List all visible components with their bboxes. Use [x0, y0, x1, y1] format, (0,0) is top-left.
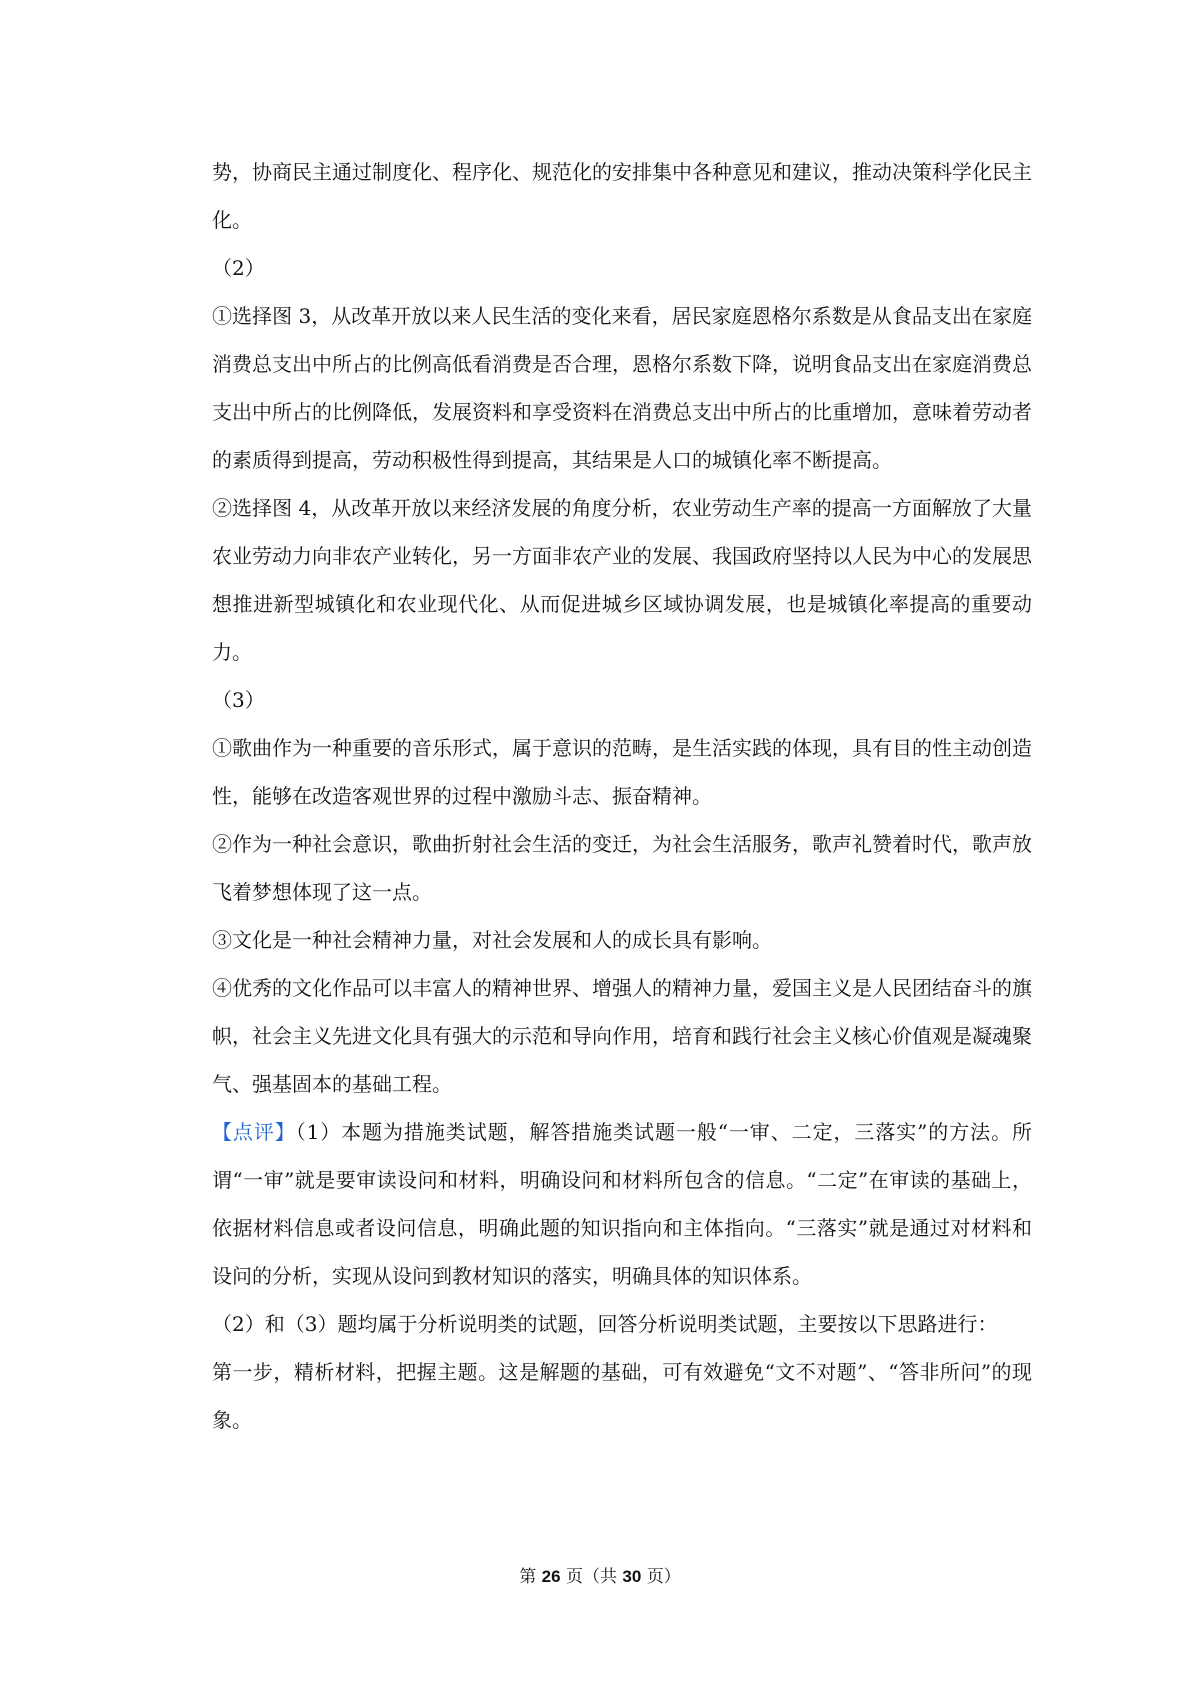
analysis-step-1: 第一步，精析材料，把握主题。这是解题的基础，可有效避免“文不对题”、“答非所问”的现象。: [212, 1360, 1032, 1432]
answer-3-point-1: ①歌曲作为一种重要的音乐形式，属于意识的范畴，是生活实践的体现，具有目的性主动创造性，能够在改造客观世界的过程中激励斗志、振奋精神。: [212, 736, 1032, 808]
comment-label: 【点评】: [212, 1120, 296, 1144]
answer-2-point-1: ①选择图 3，从改革开放以来人民生活的变化来看，居民家庭恩格尔系数是从食品支出在家庭消费总支出中所占的比例高低看消费是否合理，恩格尔系数下降，说明食品支出在家庭消费总支出中所占的比例降低，发展资料和享受资料在消费总支出中所占的比重增加，意味着劳动者的素质得到提高，劳动积极性得到提高，其结果是人口的城镇化率不断提高。: [212, 304, 1032, 472]
answer-2-point-2: ②选择图 4，从改革开放以来经济发展的角度分析，农业劳动生产率的提高一方面解放了大量农业劳动力向非农产业转化，另一方面非农产业的发展、我国政府坚持以人民为中心的发展思想推进新型城镇化和农业现代化、从而促进城乡区域协调发展，也是城镇化率提高的重要动力。: [212, 496, 1032, 664]
analysis-intro: （2）和（3）题均属于分析说明类的试题，回答分析说明类试题，主要按以下思路进行：: [212, 1312, 998, 1336]
section-marker-3: （3）: [212, 688, 265, 712]
footer-suffix: 页）: [646, 1567, 681, 1587]
footer-total-pages: 30: [622, 1567, 642, 1586]
comment-text: （1）本题为措施类试题，解答措施类试题一般“一审、二定，三落实”的方法。所谓“一审”就是要审读设问和材料，明确设问和材料所包含的信息。“二定”在审读的基础上，依据材料信息或者设问信息，明确此题的知识指向和主体指向。“三落实”就是通过对材料和设问的分析，实现从设问到教材知识的落实，明确具体的知识体系。: [212, 1120, 1032, 1288]
answer-3-point-3: ③文化是一种社会精神力量，对社会发展和人的成长具有影响。: [212, 928, 772, 952]
footer-middle: 页（共: [566, 1567, 617, 1587]
comment-paragraph: [212, 1108, 1032, 1300]
answer-3-point-4: ④优秀的文化作品可以丰富人的精神世界、增强人的精神力量，爱国主义是人民团结奋斗的旗帜，社会主义先进文化具有强大的示范和导向作用，培育和践行社会主义核心价值观是凝魂聚气、强基固本的基础工程。: [212, 976, 1032, 1096]
answer-3-point-2: ②作为一种社会意识，歌曲折射社会生活的变迁，为社会生活服务，歌声礼赞着时代，歌声放飞着梦想体现了这一点。: [212, 832, 1032, 904]
footer-page-number: 26: [541, 1567, 561, 1586]
section-marker-2: （2）: [212, 256, 265, 280]
page-body: [212, 148, 1032, 1444]
paragraph-continuation: 势，协商民主通过制度化、程序化、规范化的安排集中各种意见和建议，推动决策科学化民主化。: [212, 160, 1032, 232]
footer-prefix: 第: [519, 1567, 537, 1587]
page-footer: [0, 1562, 1200, 1587]
